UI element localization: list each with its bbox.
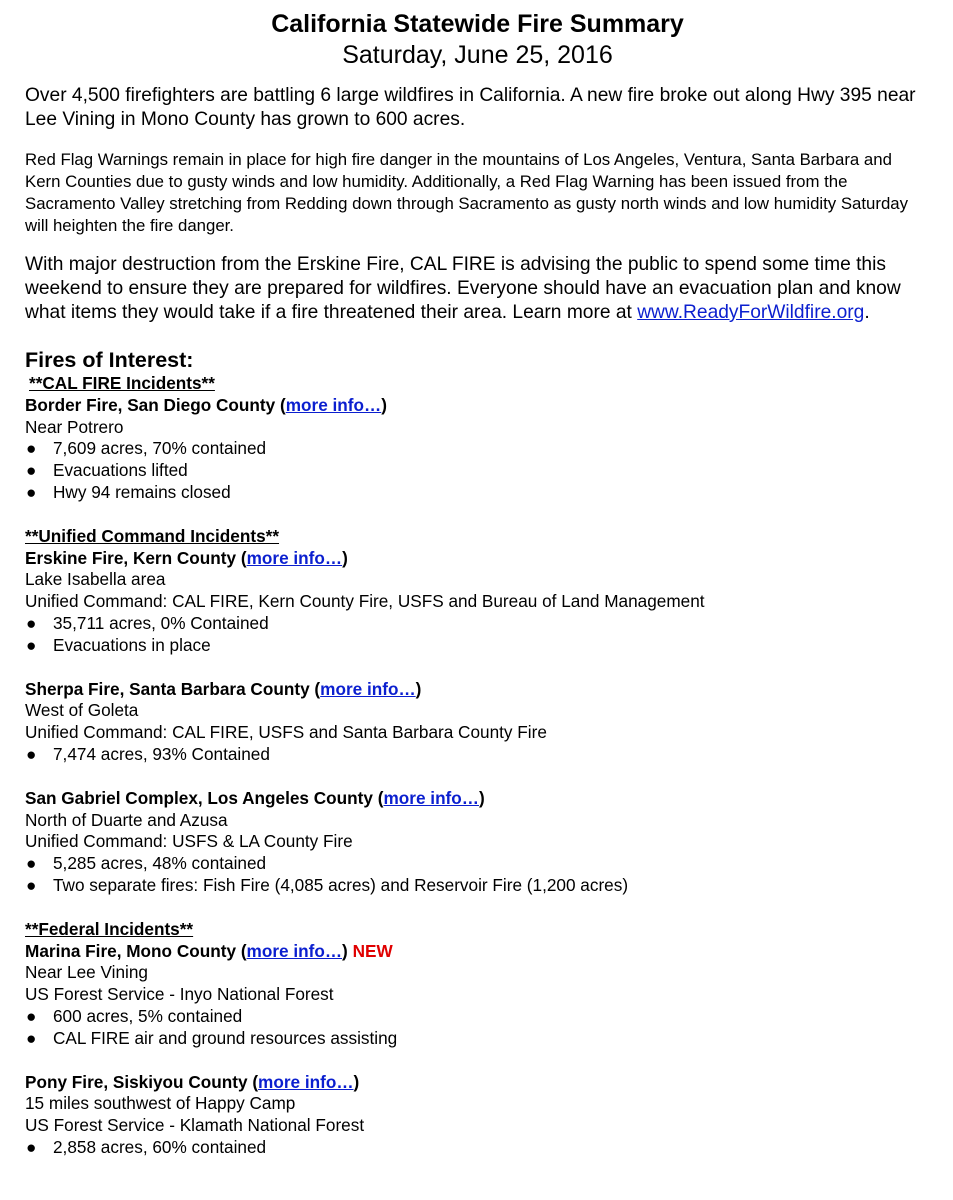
fire-title: Pony Fire, Siskiyou County (more info…): [25, 1071, 360, 1092]
fire-name: Border Fire, San Diego County: [25, 394, 276, 415]
bullet-icon: ●: [26, 481, 37, 502]
list-item: ● CAL FIRE air and ground resources assisting: [26, 1027, 398, 1048]
list-item: ● Evacuations in place: [26, 634, 211, 655]
report-date: Saturday, June 25, 2016: [342, 41, 613, 69]
fire-command: Unified Command: USFS & LA County Fire: [25, 831, 353, 852]
fire-details: [25, 853, 930, 897]
bullet-icon: ●: [26, 460, 37, 481]
red-flag-paragraph: Red Flag Warnings remain in place for high fire danger in the mountains of Los Angeles, Ventura, Santa Barbara and Kern Counties due to gusty winds and low humidity. Additionally, a Red Flag Warning has been issued from the Sacramento Valley stretching from Redding down through Sacramento as gusty north winds and low humidity Saturday will heighten the fire danger.: [25, 150, 909, 235]
advisory-end: .: [864, 302, 870, 323]
fire-entry-sherpa: [25, 679, 930, 766]
fire-title: Sherpa Fire, Santa Barbara County (more info…): [25, 678, 422, 699]
list-item: ● 7,609 acres, 70% contained: [26, 438, 267, 459]
fire-command: US Forest Service - Klamath National Forest: [25, 1115, 365, 1136]
intro-paragraph: Over 4,500 firefighters are battling 6 large wildfires in California. A new fire broke out along Hwy 395 near Lee Vining in Mono County has grown to 600 acres.: [25, 85, 916, 130]
fire-command: Unified Command: CAL FIRE, USFS and Santa Barbara County Fire: [25, 722, 547, 743]
bullet-icon: ●: [26, 1136, 37, 1157]
fire-name: Erskine Fire, Kern County: [25, 547, 237, 568]
fires-of-interest-heading: Fires of Interest:: [25, 348, 194, 372]
fire-details: [25, 613, 930, 657]
list-item: ● Evacuations lifted: [26, 460, 188, 481]
more-info-link[interactable]: more info…: [285, 394, 382, 415]
page-title: California Statewide Fire Summary: [271, 10, 684, 38]
list-item: ● 600 acres, 5% contained: [26, 1005, 243, 1026]
fire-name: Pony Fire, Siskiyou County: [25, 1071, 248, 1092]
fire-command: US Forest Service - Inyo National Forest: [25, 984, 334, 1005]
fire-summary-document: [25, 8, 930, 1159]
bullet-icon: ●: [26, 853, 37, 874]
fire-title: Erskine Fire, Kern County (more info…): [25, 547, 348, 568]
list-item: ● Two separate fires: Fish Fire (4,085 acres) and Reservoir Fire (1,200 acres): [26, 874, 629, 895]
fire-name: Sherpa Fire, Santa Barbara County: [25, 678, 310, 699]
bullet-icon: ●: [26, 1005, 37, 1026]
more-info-link[interactable]: more info…: [383, 787, 479, 808]
list-item: ● 2,858 acres, 60% contained: [26, 1136, 267, 1157]
bullet-icon: ●: [26, 612, 37, 633]
bullet-icon: ●: [26, 634, 37, 655]
fire-location: West of Goleta: [25, 700, 139, 721]
more-info-link[interactable]: more info…: [258, 1071, 354, 1092]
fire-entry-marina: [25, 941, 930, 1050]
fire-entry-pony: [25, 1072, 930, 1159]
list-item: ● 7,474 acres, 93% Contained: [26, 743, 270, 764]
ready-for-wildfire-link[interactable]: www.ReadyForWildfire.org: [637, 302, 865, 323]
fire-details: [25, 1006, 930, 1050]
fire-details: [25, 744, 930, 766]
advisory-paragraph: [25, 253, 930, 325]
fire-location: 15 miles southwest of Happy Camp: [25, 1093, 296, 1114]
unified-command-incidents-heading: **Unified Command Incidents**: [25, 525, 280, 546]
fire-title: Border Fire, San Diego County (more info…): [25, 394, 387, 415]
federal-incidents-heading: **Federal Incidents**: [25, 918, 194, 939]
fire-details: [25, 438, 930, 503]
fire-location: Near Potrero: [25, 416, 124, 437]
fire-title: San Gabriel Complex, Los Angeles County (more info…): [25, 787, 485, 808]
fire-entry-san-gabriel: [25, 788, 930, 897]
fire-location: North of Duarte and Azusa: [25, 809, 228, 830]
bullet-icon: ●: [26, 438, 37, 459]
more-info-link[interactable]: more info…: [246, 940, 343, 961]
list-item: ● 5,285 acres, 48% contained: [26, 853, 267, 874]
bullet-icon: ●: [26, 743, 37, 764]
fire-command: Unified Command: CAL FIRE, Kern County Fire, USFS and Bureau of Land Management: [25, 591, 705, 612]
more-info-link[interactable]: more info…: [246, 547, 343, 568]
cal-fire-incidents-heading: **CAL FIRE Incidents**: [29, 373, 215, 393]
list-item: ● 35,711 acres, 0% Contained: [26, 612, 269, 633]
fire-location: Near Lee Vining: [25, 962, 148, 983]
fire-entry-erskine: [25, 548, 930, 657]
fire-entry-border: [25, 395, 930, 504]
fire-details: [25, 1137, 930, 1159]
list-item: ● Hwy 94 remains closed: [26, 481, 231, 502]
bullet-icon: ●: [26, 874, 37, 895]
fire-location: Lake Isabella area: [25, 569, 166, 590]
fire-title: Marina Fire, Mono County (more info…) NEW: [25, 940, 393, 961]
advisory-text: With major destruction from the Erskine Fire, CAL FIRE is advising the public to spend some time this weekend to ensure they are prepared for wildfires. Everyone should have an evacuation plan and know what items they would take if a fire threatened their area. Learn more at: [25, 254, 901, 323]
fire-name: Marina Fire, Mono County: [25, 940, 237, 961]
new-badge: NEW: [352, 940, 393, 961]
more-info-link[interactable]: more info…: [320, 678, 416, 699]
bullet-icon: ●: [26, 1027, 37, 1048]
fire-name: San Gabriel Complex, Los Angeles County: [25, 787, 373, 808]
